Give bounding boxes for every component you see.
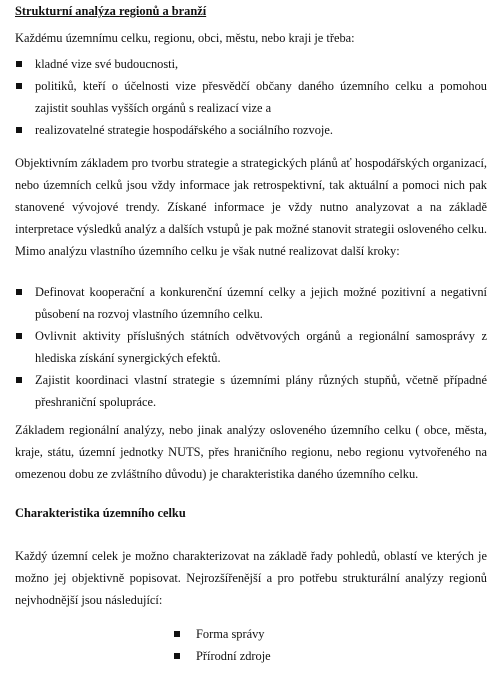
regional-analysis-paragraph: Základem regionální analýzy, nebo jinak analýzy osloveného územního celku ( obce, města, kraje, státu, územní jednotky NUTS, přes hraničního regionu, nebo regionu vytvořeného na omezenou dobu ze zvláštního důvodu) je charakteristika daného územního celku. xyxy=(15,423,487,481)
list-item: realizovatelné strategie hospodářského a sociálního rozvoje. xyxy=(15,119,487,141)
characteristics-list xyxy=(174,623,374,667)
section-heading-territory-characteristics: Charakteristika územního celku xyxy=(15,506,186,520)
square-bullet-icon xyxy=(174,631,180,637)
square-bullet-icon xyxy=(174,653,180,659)
square-bullet-icon xyxy=(16,377,22,383)
section-heading-structural-analysis: Strukturní analýza regionů a branží xyxy=(15,4,207,18)
square-bullet-icon xyxy=(16,83,22,89)
square-bullet-icon xyxy=(16,61,22,67)
list-item: Přírodní zdroje xyxy=(174,645,374,667)
characteristics-paragraph: Každý územní celek je možno charakterizovat na základě řady pohledů, oblastí ve kterých je možno jej objektivně popisovat. Nejrozšířenější a pro potřebu strukturální analýzy regionů nejvhodnější jsou následující: xyxy=(15,549,487,607)
list-item: politiků, kteří o účelnosti vize přesvědčí občany daného územního celku a pomohou zajistit souhlas vyšších orgánů s realizací vize a xyxy=(15,75,487,119)
list-item: Zajistit koordinaci vlastní strategie s územními plány různých stupňů, včetně případné přeshraniční spolupráce. xyxy=(15,369,487,413)
square-bullet-icon xyxy=(16,127,22,133)
list-item: kladné vize své budoucnosti, xyxy=(15,53,487,75)
list-item: Definovat kooperační a konkurenční územní celky a jejich možné pozitivní a negativní působení na rozvoj vlastního územního celku. xyxy=(15,281,487,325)
square-bullet-icon xyxy=(16,289,22,295)
list-item: Ovlivnit aktivity příslušných státních odvětvových orgánů a regionální samosprávy z hlediska získání synergických efektů. xyxy=(15,325,487,369)
list-item: Forma správy xyxy=(174,623,374,645)
square-bullet-icon xyxy=(16,333,22,339)
steps-list xyxy=(15,281,487,413)
intro-paragraph: Každému územnímu celku, regionu, obci, městu, nebo kraji je třeba: xyxy=(15,31,355,45)
needs-list xyxy=(15,53,487,141)
objective-basis-paragraph: Objektivním základem pro tvorbu strategie a strategických plánů ať hospodářských organizací, nebo územních celků jsou vždy informace jak retrospektivní, tak aktuální a pomoci nich pak stanovené vývojové trendy. Získané informace je vždy nutno analyzovat a na základě interpretace výsledků analýz a dalších vstupů je pak možné stanovit strategii osloveného celku. Mimo analýzu vlastního územního celku je však nutné realizovat další kroky: xyxy=(15,156,487,258)
